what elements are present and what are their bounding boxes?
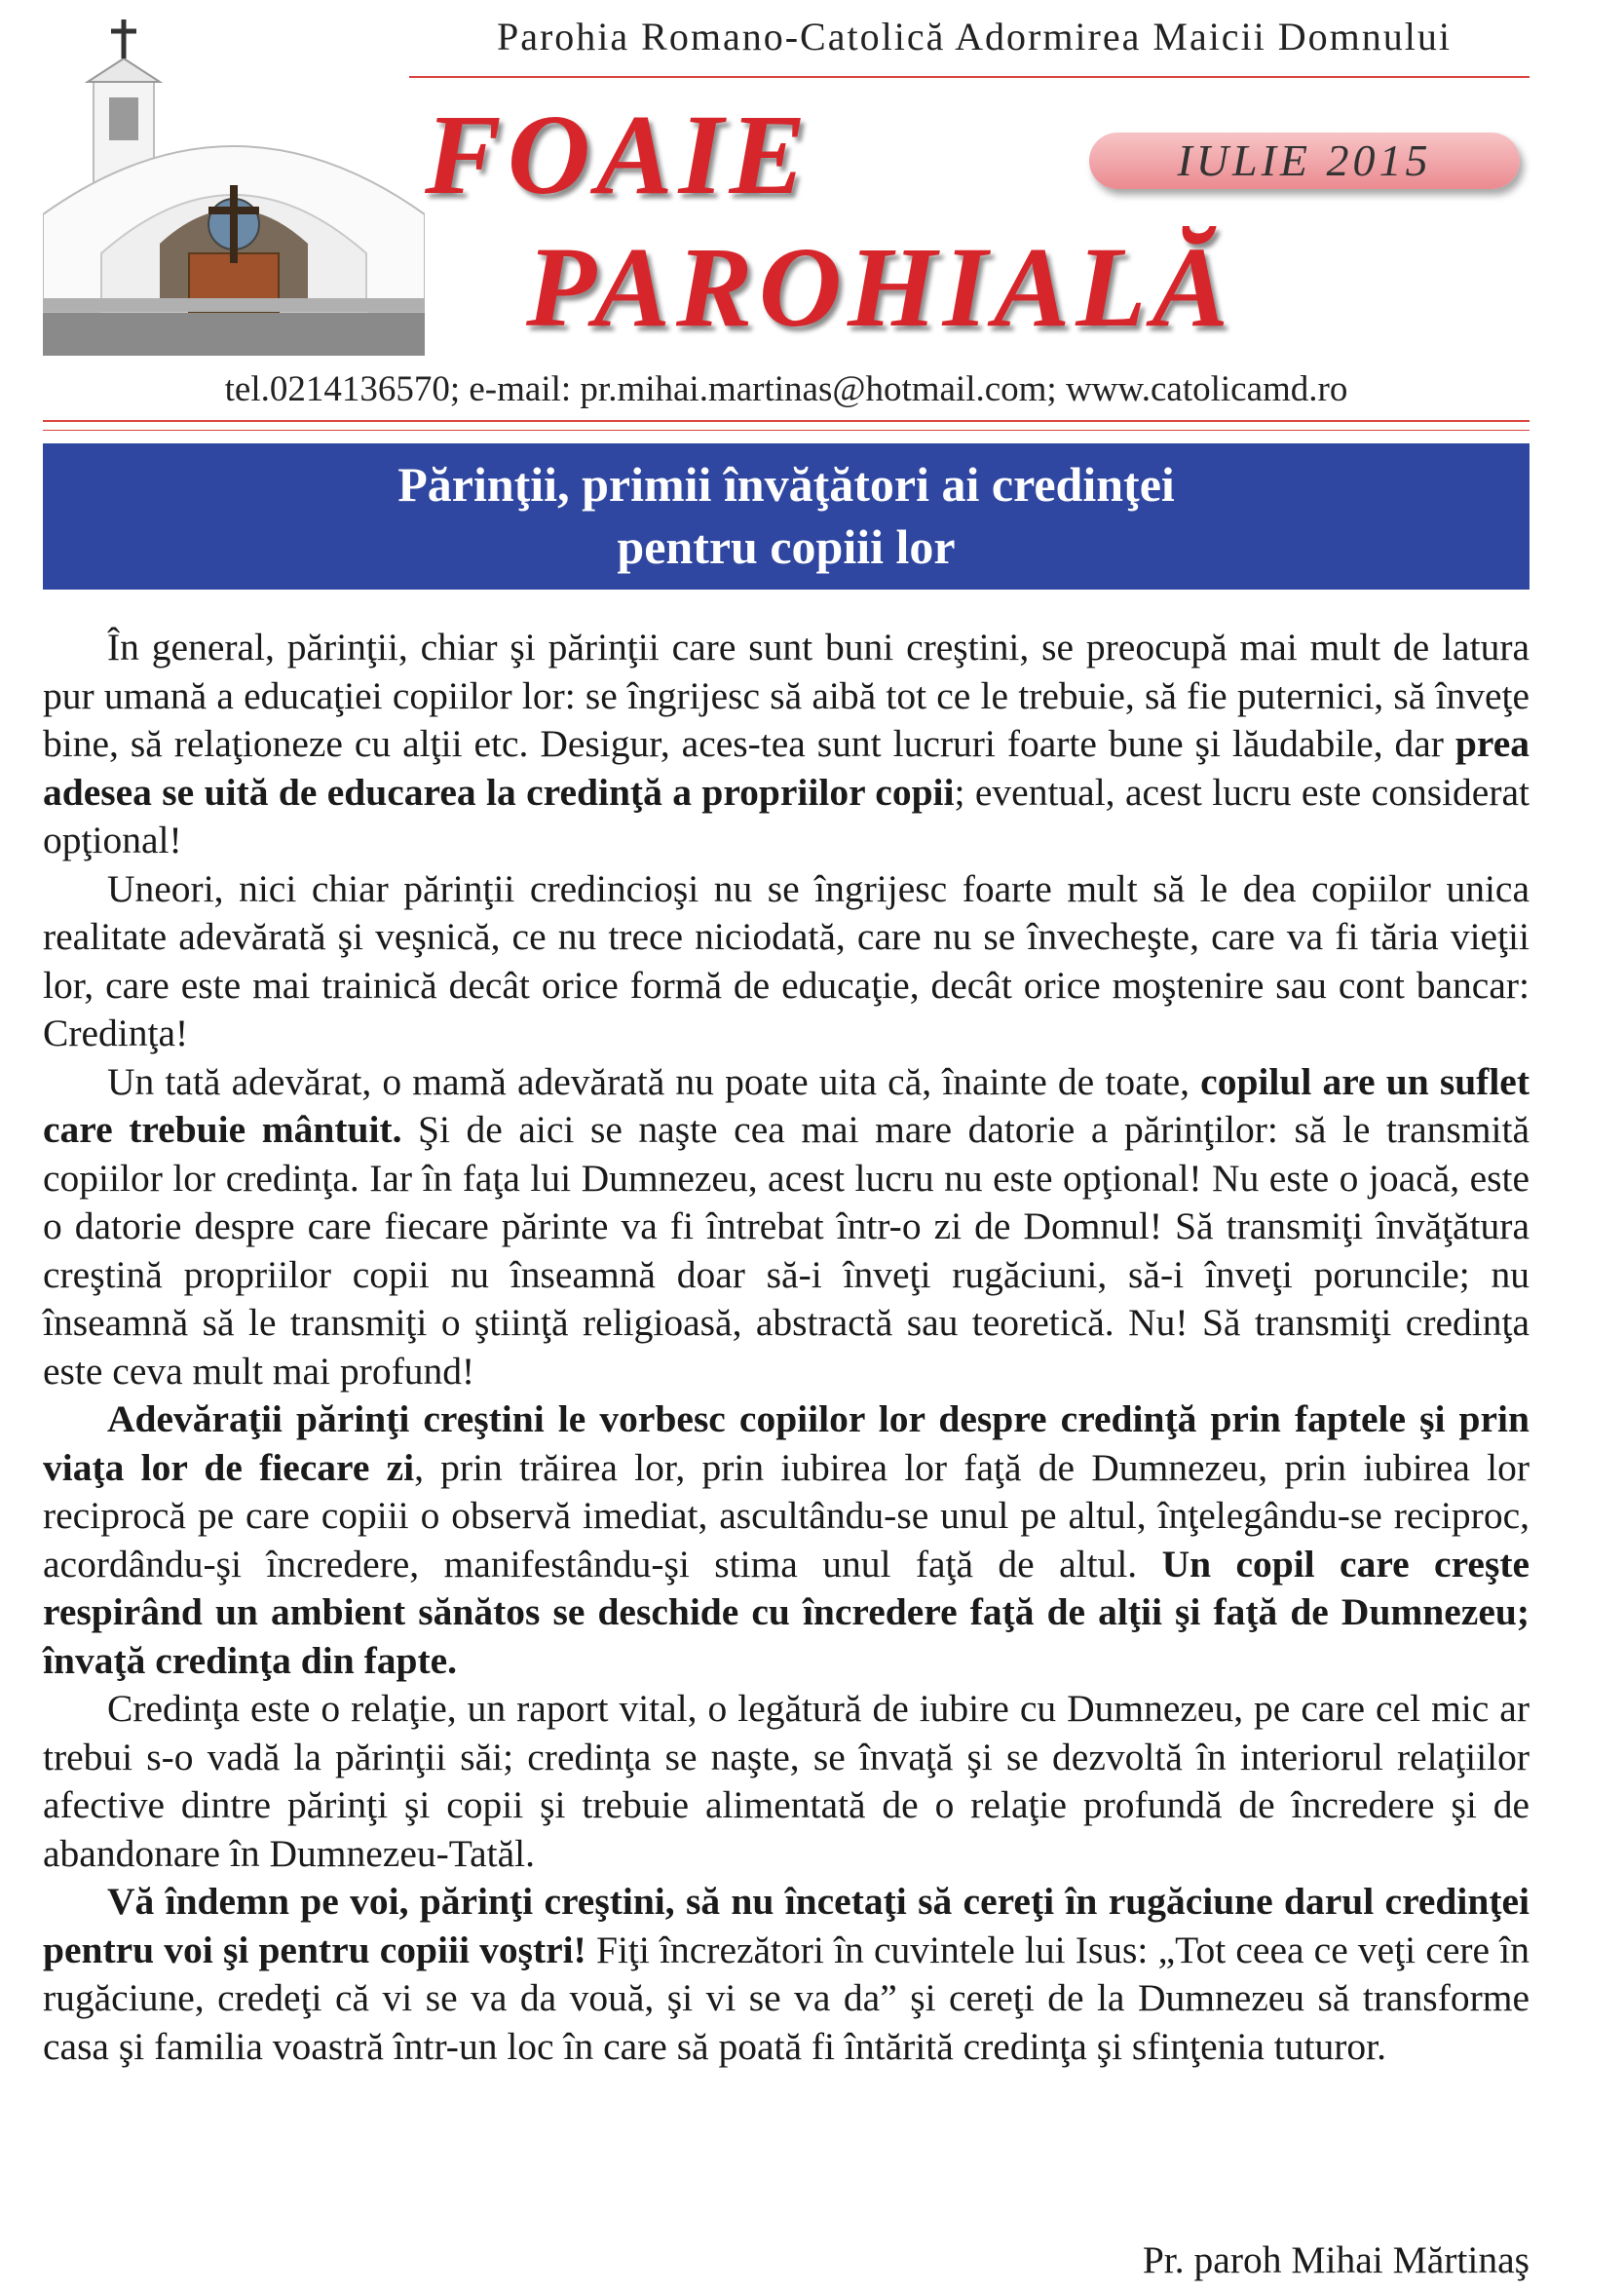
article-title-line2: pentru copiii lor	[617, 519, 956, 574]
article-paragraph	[43, 624, 1530, 865]
article-paragraph	[43, 1058, 1530, 1396]
article-paragraph	[43, 1685, 1530, 1878]
contact-line: tel.0214136570; e-mail: pr.mihai.martinas@hotmail.com; www.catolicamd.ro	[224, 369, 1348, 409]
bold-text-run: Un copil care creşte respirând un ambient sănătos se deschide cu încredere faţă de alţii şi faţă de Dumnezeu; învaţă credinţa din fapte.	[43, 1542, 1530, 1682]
text-run: ; eventual, acest lucru este considerat opţional!	[43, 770, 1530, 861]
article-paragraph	[43, 1395, 1530, 1685]
article-title-line1: Părinţii, primii învăţători ai credinţei	[397, 457, 1175, 512]
masthead	[0, 0, 1624, 370]
bold-text-run: copilul are un suflet care trebuie mântuit.	[43, 1059, 1530, 1151]
article-title-banner	[43, 443, 1530, 590]
bold-text-run: Vă îndemn pe voi, părinţi creştini, să nu încetaţi să cereţi în rugăciune darul credinţei pentru voi şi pentru copiii voştri!	[43, 1880, 1530, 1971]
article-paragraph	[43, 865, 1530, 1058]
text-run: Uneori, nici chiar părinţii credincioşi nu se îngrijesc foarte mult să le dea copiilor unica realitate adevărată şi veşnică, ce nu trece niciodată, care nu se învecheşte, care va fi tăria vieţii lor, care este mai trainică decât orice formă de educaţie, decât orice moştenire sau cont bancar: Credinţa!	[43, 866, 1530, 1054]
signature: Pr. paroh Mihai Mărtinaş	[1142, 2238, 1530, 2281]
text-run: , prin trăirea lor, prin iubirea lor faţă de Dumnezeu, prin iubirea lor reciprocă pe care copiii o observă imediat, ascultându-se unul pe altul, înţelegându-se reciproc, acordându-şi încredere, manifestându-şi stima unul faţă de altul.	[43, 1445, 1530, 1585]
bold-text-run: Adevăraţii părinţi creştini le vorbesc copiilor lor despre credinţă prin faptele şi prin viaţa lor de fiecare zi	[43, 1397, 1530, 1489]
text-run: Şi de aici se naşte cea mai mare datorie a părinţilor: să le transmită copiilor lor credinţa. Iar în faţa lui Dumnezeu, acest lucru nu este opţional! Nu este o joacă, este o datorie despre care fiecare părinte va fi întrebat într-o zi de Domnul! Să transmiţi învăţătura creştină propriilor copii nu înseamnă doar să-i înveţi rugăciuni, să-i înveţi poruncile; nu înseamnă să le transmiţi o ştiinţă religioasă, abstractă sau teoretică. Nu! Să transmiţi credinţa este ceva mult mai profund!	[43, 1108, 1530, 1393]
bold-text-run: prea adesea se uită de educarea la credinţă a propriilor copii	[43, 722, 1530, 814]
article-paragraph	[43, 1878, 1530, 2071]
masthead-title-line1: FOAIE	[425, 91, 812, 218]
text-run: În general, părinţii, chiar şi părinţii care sunt buni creştini, se preocupă mai mult de latura pur umană a educaţiei copiilor lor: se îngrijesc să aibă tot ce le trebuie, să fie puternici, să înveţe bine, să relaţioneze cu alţii etc. Desigur, aces-tea sunt lucruri foarte bune şi lăudabile, dar	[43, 626, 1530, 765]
header-rule-bottom-thin	[43, 430, 1530, 431]
issue-date-badge: IULIE 2015	[1089, 133, 1520, 189]
text-run: Credinţa este o relaţie, un raport vital, o legătură de iubire cu Dumnezeu, pe care cel mic ar trebui s-o vadă la părinţii săi; credinţa se naşte, se învaţă şi se dezvoltă în interiorul relaţiilor afective dintre părinţi şi copii şi trebuie alimentată de o relaţie profundă de încredere şi de abandonare în Dumnezeu-Tatăl.	[43, 1687, 1530, 1875]
text-run: Un tată adevărat, o mamă adevărată nu poate uita că, înainte de toate,	[107, 1059, 1201, 1103]
article-body	[43, 624, 1530, 2071]
masthead-title-line2: PAROHIALĂ	[526, 223, 1235, 351]
parish-name: Parohia Romano-Catolică Adormirea Maicii Domnului	[496, 15, 1453, 58]
header-rule-bottom	[43, 420, 1530, 422]
text-run: Fiţi încrezători în cuvintele lui Isus: „Tot ceea ce veţi cere în rugăciune, credeţi că vi se va da vouă, şi vi se va da” şi cereţi de la Dumnezeu să transforme casa şi familia voastră într-un loc în care să poată fi întărită credinţa şi sfinţenia tuturor.	[43, 1928, 1530, 2068]
